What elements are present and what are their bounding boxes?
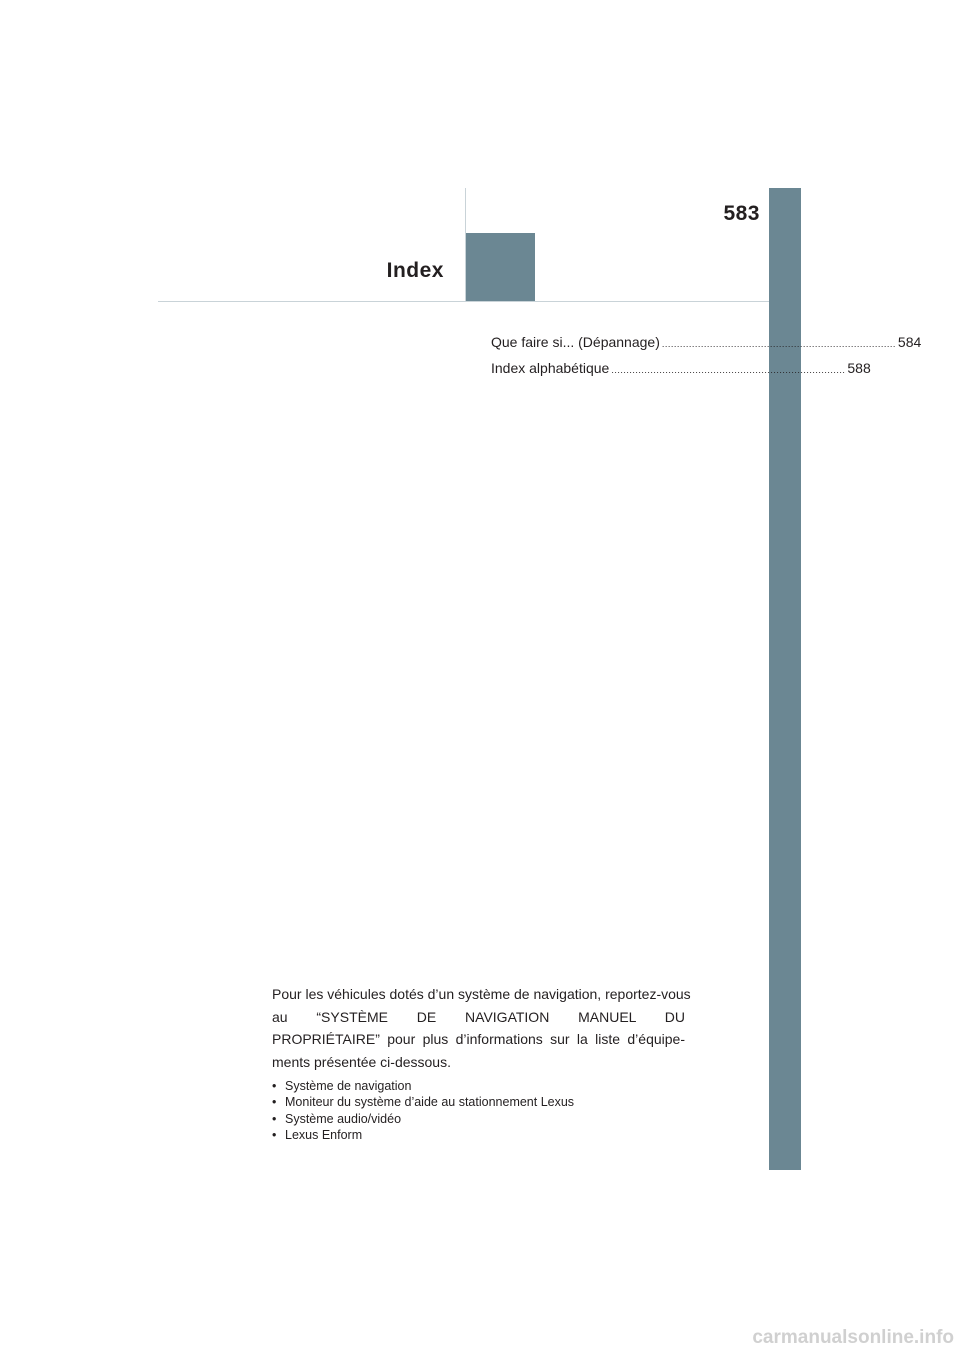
bullet-icon: • <box>272 1111 277 1126</box>
list-item <box>272 1111 692 1127</box>
toc-entry-label: Index alphabétique <box>491 360 610 376</box>
list-item <box>272 1127 692 1143</box>
toc-entry-page: 588 <box>847 360 871 376</box>
toc-entry-page: 584 <box>897 334 922 350</box>
list-item-label: Système audio/vidéo <box>285 1111 402 1126</box>
table-of-contents <box>491 334 922 386</box>
note-line: Pour les véhicules dotés d’un système de navigation, reportez-vous <box>272 986 691 1002</box>
note-line: ments présentée ci-dessous. <box>272 1053 451 1070</box>
toc-leader-dots: .............................................................................. <box>661 339 896 349</box>
note-line: au “SYSTÈME DE NAVIGATION MANUEL DU <box>272 1008 685 1025</box>
page-number: 583 <box>723 202 760 225</box>
watermark: carmanualsonline.info <box>752 1327 954 1348</box>
equipment-list <box>272 1078 692 1143</box>
navigation-note <box>272 983 691 1073</box>
header-horizontal-rule <box>158 301 769 302</box>
list-item-label: Système de navigation <box>285 1079 412 1093</box>
header-color-block <box>466 233 535 302</box>
note-line: PROPRIÉTAIRE” pour plus d’informations sur la liste d’équipe- <box>272 1031 685 1047</box>
toc-leader-dots: .............................................................................. <box>611 365 846 375</box>
list-item <box>272 1094 692 1110</box>
list-item <box>272 1078 692 1094</box>
toc-entry-label: Que faire si... (Dépannage) <box>491 334 660 350</box>
section-title: Index <box>386 259 444 282</box>
list-item-label: Lexus Enform <box>285 1127 363 1142</box>
list-item-label: Moniteur du système d’aide au stationnement Lexus <box>285 1095 575 1110</box>
bullet-icon: • <box>272 1127 277 1142</box>
bullet-icon: • <box>272 1095 277 1110</box>
toc-entry[interactable] <box>491 360 871 386</box>
bullet-icon: • <box>272 1079 277 1093</box>
side-tab-bar <box>769 188 801 1170</box>
toc-entry[interactable] <box>491 334 922 360</box>
